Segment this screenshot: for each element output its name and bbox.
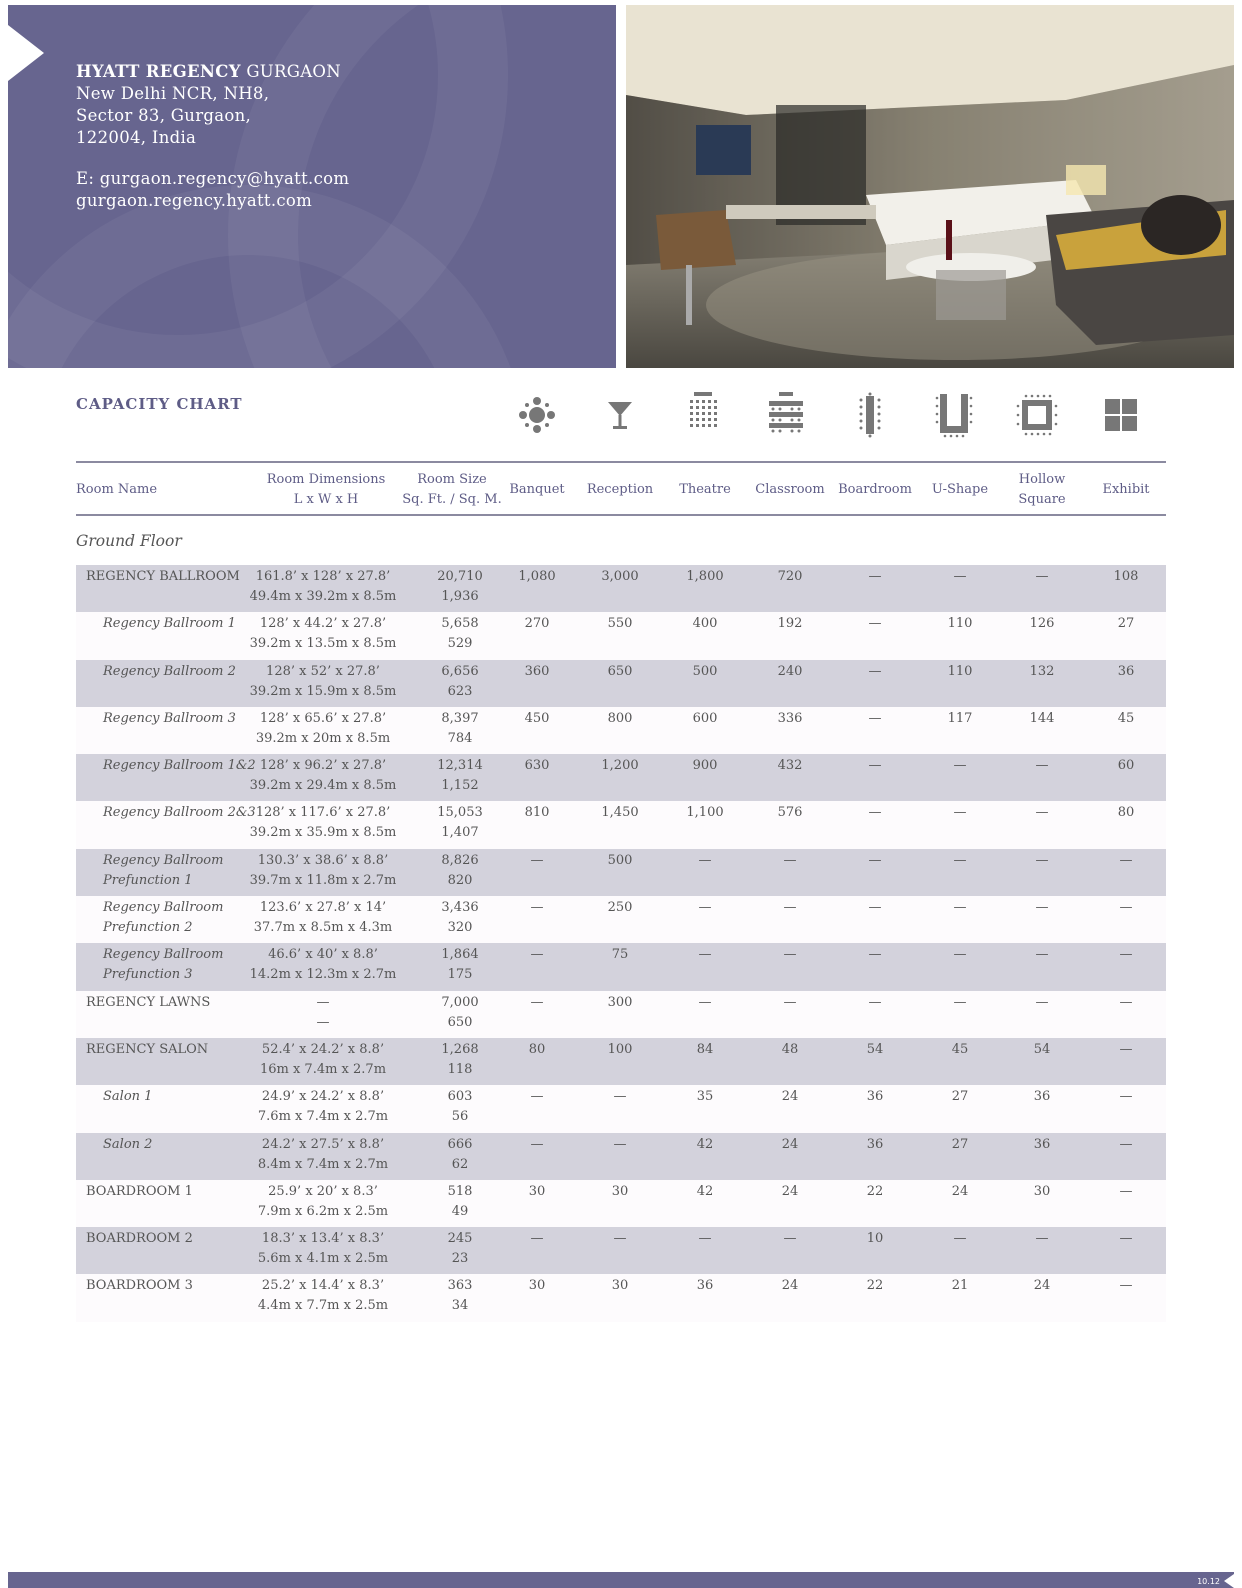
table-row (76, 612, 1166, 659)
classroom-cell: — (783, 1231, 797, 1247)
banquet-cell: 450 (524, 710, 550, 726)
u-shape-cell: — (953, 947, 967, 963)
room-name-cell: BOARDROOM 3 (86, 1278, 193, 1294)
room-dimensions-cell: 128’ x 65.6’ x 27.8’ 39.2m x 20m x 8.5m (255, 710, 391, 746)
banquet-cell: 1,080 (518, 569, 556, 584)
classroom-cell: — (783, 852, 797, 868)
u-shape-cell: — (953, 994, 967, 1010)
room-dimensions-cell: 25.2’ x 14.4’ x 8.3’ 4.4m x 7.7m x 2.5m (257, 1278, 389, 1314)
theatre-cell: — (698, 852, 712, 868)
room-dimensions-cell: 128’ x 52’ x 27.8’ 39.2m x 15.9m x 8.5m (249, 663, 397, 699)
boardroom-cell: — (868, 947, 882, 963)
hollow-square-cell: 36 (1033, 1089, 1051, 1105)
theatre-cell: 1,800 (686, 569, 724, 584)
boardroom-cell: — (868, 710, 882, 726)
room-dimensions-cell: — — (316, 994, 330, 1030)
room-name-cell: REGENCY BALLROOM (86, 569, 240, 584)
reception-cell: 650 (607, 663, 633, 679)
room-name-cell: Regency Ballroom 2&3 (103, 805, 256, 821)
banquet-cell: — (530, 1136, 544, 1152)
boardroom-cell: — (868, 852, 882, 868)
hollow-square-cell: 132 (1029, 663, 1055, 679)
room-size-cell: 5,658 529 (441, 616, 479, 652)
banquet-cell: 360 (524, 663, 550, 679)
exhibit-cell: 27 (1117, 616, 1135, 632)
room-name-cell: BOARDROOM 1 (86, 1183, 193, 1199)
room-size-cell: 1,864 175 (441, 947, 479, 983)
u-shape-cell: — (953, 569, 967, 584)
u-shape-cell: — (953, 1231, 967, 1247)
table-row (76, 754, 1166, 801)
classroom-cell: — (783, 994, 797, 1010)
hollow-square-cell: 54 (1033, 1041, 1051, 1057)
room-name-cell: Regency Ballroom Prefunction 1 (103, 852, 224, 888)
table-row (76, 1180, 1166, 1227)
col-room-name: Room Name (76, 482, 158, 497)
room-size-cell: 603 56 (447, 1089, 473, 1125)
reception-cell: 30 (611, 1278, 629, 1294)
table-row (76, 1133, 1166, 1180)
banquet-cell: 810 (524, 805, 550, 821)
classroom-icon (756, 390, 816, 440)
u-shape-cell: 110 (947, 616, 973, 632)
table-top-rule (76, 461, 1166, 463)
theatre-cell: 42 (696, 1136, 714, 1152)
boardroom-cell: — (868, 616, 882, 632)
table-row (76, 896, 1166, 943)
table-header-rule (76, 514, 1166, 516)
hollow-square-cell: — (1035, 852, 1049, 868)
room-dimensions-cell: 24.9’ x 24.2’ x 8.8’ 7.6m x 7.4m x 2.7m (257, 1089, 389, 1125)
banquet-cell: — (530, 1089, 544, 1105)
col-classroom: Classroom (755, 482, 825, 497)
reception-cell: 500 (607, 852, 633, 868)
theatre-cell: 400 (692, 616, 718, 632)
exhibit-cell: 108 (1113, 569, 1139, 584)
hotel-name: HYATT REGENCY (76, 62, 241, 81)
hollow-square-cell: — (1035, 569, 1049, 584)
col-theatre: Theatre (679, 482, 731, 497)
page-code: 10.12 (1197, 1577, 1220, 1586)
boardroom-cell: — (868, 758, 882, 774)
exhibit-cell: 45 (1117, 710, 1135, 726)
reception-cell: — (613, 1089, 627, 1105)
theatre-cell: — (698, 1231, 712, 1247)
exhibit-cell: — (1119, 1041, 1133, 1057)
boardroom-cell: — (868, 900, 882, 916)
theatre-cell: 900 (692, 758, 718, 774)
theatre-cell: 42 (696, 1183, 714, 1199)
banquet-icon (507, 390, 567, 440)
banquet-cell: — (530, 994, 544, 1010)
exhibit-cell: — (1119, 1183, 1133, 1199)
exhibit-cell: — (1119, 852, 1133, 868)
hotel-info-panel (8, 5, 616, 368)
table-row (76, 1085, 1166, 1132)
col-u-shape: U-Shape (931, 482, 989, 497)
col-boardroom: Boardroom (838, 482, 912, 497)
room-dimensions-cell: 24.2’ x 27.5’ x 8.8’ 8.4m x 7.4m x 2.7m (257, 1136, 389, 1172)
u-shape-cell: — (953, 758, 967, 774)
room-size-cell: 8,826 820 (441, 852, 479, 888)
banquet-cell: 30 (528, 1278, 546, 1294)
room-size-cell: 518 49 (447, 1183, 473, 1219)
reception-cell: — (613, 1231, 627, 1247)
footer-bar (8, 1572, 1234, 1588)
theatre-cell: 84 (696, 1041, 714, 1057)
hollow-square-cell: 126 (1029, 616, 1055, 632)
boardroom-cell: — (868, 663, 882, 679)
reception-cell: 100 (607, 1041, 633, 1057)
classroom-cell: 24 (781, 1278, 799, 1294)
classroom-cell: 48 (781, 1041, 799, 1057)
hotel-city: GURGAON (246, 62, 341, 81)
exhibit-cell: — (1119, 1089, 1133, 1105)
u-shape-cell: — (953, 805, 967, 821)
reception-cell: 800 (607, 710, 633, 726)
table-row (76, 801, 1166, 848)
banquet-cell: — (530, 900, 544, 916)
banquet-cell: 270 (524, 616, 550, 632)
hollow-square-cell: — (1035, 947, 1049, 963)
room-dimensions-cell: 18.3’ x 13.4’ x 8.3’ 5.6m x 4.1m x 2.5m (257, 1231, 389, 1267)
room-dimensions-cell: 128’ x 96.2’ x 27.8’ 39.2m x 29.4m x 8.5m (249, 758, 397, 794)
classroom-cell: 24 (781, 1089, 799, 1105)
hollow-square-cell: 36 (1033, 1136, 1051, 1152)
theatre-cell: — (698, 947, 712, 963)
hollow-square-cell: — (1035, 900, 1049, 916)
theatre-cell: 600 (692, 710, 718, 726)
boardroom-cell: 22 (866, 1183, 884, 1199)
exhibit-icon (1091, 390, 1151, 440)
reception-cell: 550 (607, 616, 633, 632)
exhibit-cell: — (1119, 1136, 1133, 1152)
room-size-cell: 245 23 (447, 1231, 473, 1267)
room-name-cell: Salon 1 (103, 1089, 153, 1105)
table-row (76, 849, 1166, 896)
boardroom-cell: — (868, 805, 882, 821)
room-name-cell: BOARDROOM 2 (86, 1231, 193, 1247)
floor-label: Ground Floor (76, 532, 182, 550)
banquet-cell: — (530, 852, 544, 868)
table-row (76, 991, 1166, 1038)
capacity-chart-title: CAPACITY CHART (76, 395, 243, 413)
classroom-cell: — (783, 900, 797, 916)
u-shape-cell: — (953, 852, 967, 868)
arrow-marker (8, 25, 44, 81)
classroom-cell: — (783, 947, 797, 963)
table-row (76, 707, 1166, 754)
theatre-cell: 500 (692, 663, 718, 679)
u-shape-cell: 117 (947, 710, 973, 726)
classroom-cell: 336 (777, 710, 803, 726)
u-shape-cell: 110 (947, 663, 973, 679)
classroom-cell: 240 (777, 663, 803, 679)
table-row (76, 943, 1166, 990)
room-dimensions-cell: 46.6’ x 40’ x 8.8’ 14.2m x 12.3m x 2.7m (249, 947, 397, 983)
room-size-cell: 15,053 1,407 (437, 805, 483, 841)
classroom-cell: 192 (777, 616, 803, 632)
room-name-cell: Regency Ballroom 2 (103, 663, 236, 679)
address-line: 122004, India (76, 128, 197, 147)
u-shape-cell: 24 (951, 1183, 969, 1199)
classroom-cell: 576 (777, 805, 803, 821)
theatre-cell: 36 (696, 1278, 714, 1294)
boardroom-cell: 36 (866, 1136, 884, 1152)
boardroom-cell: 54 (866, 1041, 884, 1057)
footer-arrow-marker (1224, 1574, 1234, 1588)
reception-cell: 75 (611, 947, 629, 963)
theatre-icon (673, 390, 733, 440)
hotel-address (76, 61, 349, 212)
col-banquet: Banquet (509, 482, 565, 497)
boardroom-cell: 36 (866, 1089, 884, 1105)
hollow-square-cell: 30 (1033, 1183, 1051, 1199)
room-size-cell: 6,656 623 (441, 663, 479, 699)
u-shape-cell: 45 (951, 1041, 969, 1057)
classroom-cell: 24 (781, 1183, 799, 1199)
room-name-cell: Regency Ballroom 1&2 (103, 758, 256, 774)
room-name-cell: REGENCY SALON (86, 1041, 209, 1057)
hollow-square-icon (1007, 390, 1067, 440)
theatre-cell: 1,100 (686, 805, 724, 821)
room-dimensions-cell: 52.4’ x 24.2’ x 8.8’ 16m x 7.4m x 2.7m (259, 1041, 387, 1077)
hollow-square-cell: 24 (1033, 1278, 1051, 1294)
room-dimensions-cell: 128’ x 44.2’ x 27.8’ 39.2m x 13.5m x 8.5m (249, 616, 397, 652)
hollow-square-cell: — (1035, 805, 1049, 821)
room-size-cell: 20,710 1,936 (437, 569, 483, 604)
email-link[interactable]: E: gurgaon.regency@hyatt.com (76, 169, 350, 188)
u-shape-cell: — (953, 900, 967, 916)
room-dimensions-cell: 123.6’ x 27.8’ x 14’ 37.7m x 8.5m x 4.3m (253, 900, 393, 936)
theatre-cell: — (698, 994, 712, 1010)
boardroom-icon (840, 390, 900, 440)
boardroom-cell: — (868, 569, 882, 584)
hollow-square-cell: 144 (1029, 710, 1055, 726)
room-dimensions-cell: 25.9’ x 20’ x 8.3’ 7.9m x 6.2m x 2.5m (257, 1183, 389, 1219)
col-room-dimensions: Room Dimensions L x W x H (266, 472, 386, 507)
room-size-cell: 1,268 118 (441, 1041, 479, 1077)
exhibit-cell: — (1119, 1231, 1133, 1247)
website-link[interactable]: gurgaon.regency.hyatt.com (76, 191, 313, 210)
u-shape-icon (924, 390, 984, 440)
exhibit-cell: — (1119, 1278, 1133, 1294)
capacity-table-body (76, 565, 1166, 1322)
room-size-cell: 7,000 650 (441, 994, 479, 1030)
exhibit-cell: 36 (1117, 663, 1135, 679)
room-name-cell: Regency Ballroom Prefunction 2 (103, 900, 224, 936)
classroom-cell: 432 (777, 758, 803, 774)
room-dimensions-cell: 130.3’ x 38.6’ x 8.8’ 39.7m x 11.8m x 2.7m (249, 852, 397, 888)
address-line: New Delhi NCR, NH8, (76, 84, 270, 103)
classroom-cell: 24 (781, 1136, 799, 1152)
room-size-cell: 666 62 (447, 1136, 473, 1172)
boardroom-cell: 10 (866, 1231, 884, 1247)
table-row (76, 1227, 1166, 1274)
boardroom-cell: 22 (866, 1278, 884, 1294)
reception-cell: 1,450 (601, 805, 639, 821)
u-shape-cell: 27 (951, 1136, 969, 1152)
room-name-cell: Regency Ballroom 3 (103, 710, 236, 726)
reception-cell: 250 (607, 900, 633, 916)
col-reception: Reception (586, 482, 654, 497)
exhibit-cell: — (1119, 947, 1133, 963)
room-size-cell: 3,436 320 (441, 900, 479, 936)
room-name-cell: Regency Ballroom 1 (103, 616, 236, 632)
theatre-cell: 35 (696, 1089, 714, 1105)
room-name-cell: Salon 2 (103, 1136, 153, 1152)
table-row (76, 1274, 1166, 1321)
hollow-square-cell: — (1035, 994, 1049, 1010)
reception-cell: 1,200 (601, 758, 639, 774)
reception-cell: 30 (611, 1183, 629, 1199)
room-size-cell: 12,314 1,152 (437, 758, 483, 794)
classroom-cell: 720 (777, 569, 803, 584)
room-dimensions-cell: 161.8’ x 128’ x 27.8’ 49.4m x 39.2m x 8.5m (249, 569, 397, 604)
address-line: Sector 83, Gurgaon, (76, 106, 252, 125)
reception-icon (590, 390, 650, 440)
reception-cell: 300 (607, 994, 633, 1010)
banquet-cell: — (530, 947, 544, 963)
guest-room-photo (626, 5, 1234, 368)
exhibit-cell: — (1119, 994, 1133, 1010)
room-name-cell: Regency Ballroom Prefunction 3 (103, 947, 224, 983)
table-row (76, 565, 1166, 612)
u-shape-cell: 21 (951, 1278, 969, 1294)
room-size-cell: 8,397 784 (441, 710, 479, 746)
reception-cell: — (613, 1136, 627, 1152)
boardroom-cell: — (868, 994, 882, 1010)
exhibit-cell: 80 (1117, 805, 1135, 821)
table-row (76, 660, 1166, 707)
exhibit-cell: 60 (1117, 758, 1135, 774)
col-exhibit: Exhibit (1102, 482, 1150, 497)
u-shape-cell: 27 (951, 1089, 969, 1105)
room-size-cell: 363 34 (447, 1278, 473, 1314)
hollow-square-cell: — (1035, 758, 1049, 774)
room-dimensions-cell: 128’ x 117.6’ x 27.8’ 39.2m x 35.9m x 8.5m (249, 805, 397, 841)
col-room-size: Room Size Sq. Ft. / Sq. M. (402, 472, 502, 507)
banquet-cell: 80 (528, 1041, 546, 1057)
hollow-square-cell: — (1035, 1231, 1049, 1247)
table-row (76, 1038, 1166, 1085)
banquet-cell: — (530, 1231, 544, 1247)
exhibit-cell: — (1119, 900, 1133, 916)
theatre-cell: — (698, 900, 712, 916)
reception-cell: 3,000 (601, 569, 639, 584)
room-name-cell: REGENCY LAWNS (86, 994, 211, 1010)
col-hollow-square: Hollow Square (1018, 472, 1066, 507)
banquet-cell: 630 (524, 758, 550, 774)
banquet-cell: 30 (528, 1183, 546, 1199)
